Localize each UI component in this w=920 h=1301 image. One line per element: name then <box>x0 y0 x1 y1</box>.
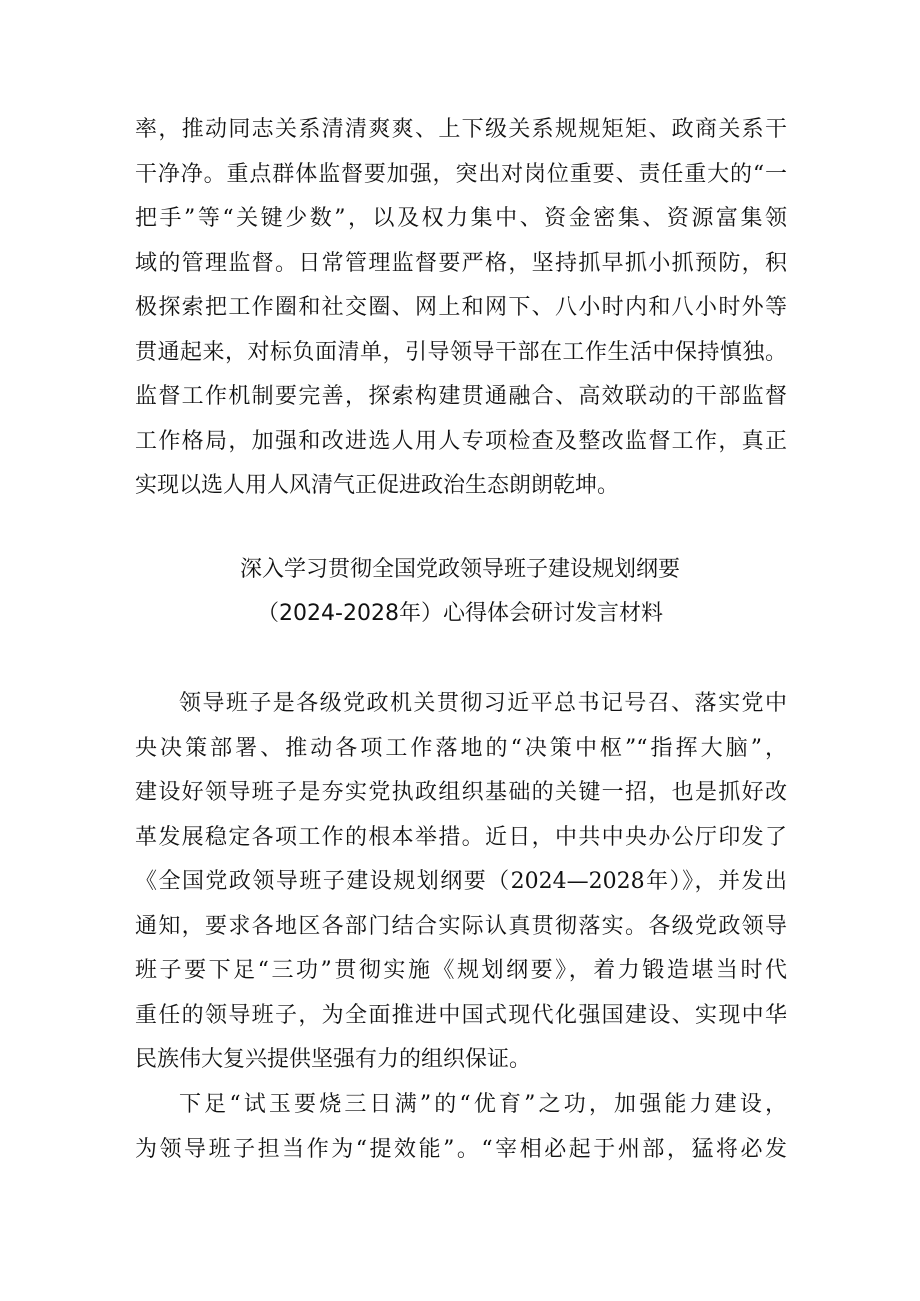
text-line: 建设好领导班子是夯实党执政组织基础的关键一招，也是抓好改 <box>135 780 787 805</box>
text-line: 率，推动同志关系清清爽爽、上下级关系规规矩矩、政商关系干 <box>135 117 787 142</box>
text-line: 重任的领导班子，为全面推进中国式现代化强国建设、实现中华 <box>135 1002 787 1028</box>
text-line: 实现以选人用人风清气正促进政治生态朗朗乾坤。 <box>135 473 620 498</box>
body-paragraph-2 <box>135 1083 787 1172</box>
text-line: 革发展稳定各项工作的根本举措。近日，中共中央办公厅印发了 <box>135 824 787 850</box>
text-line: 央决策部署、推动各项工作落地的“决策中枢”“指挥大脑”， <box>135 735 787 761</box>
text-line: 通知，要求各地区各部门结合实际认真贯彻落实。各级党政领导 <box>135 913 787 939</box>
text-line: 《全国党政领导班子建设规划纲要（2024—2028年）》，并发出 <box>135 869 787 894</box>
text-line: 班子要下足“三功”贯彻实施《规划纲要》，着力锻造堪当时代 <box>135 958 787 983</box>
article-title-line-2: （2024-2028年）心得体会研讨发言材料 <box>257 601 663 626</box>
text-line: 监督工作机制要完善，探索构建贯通融合、高效联动的干部监督 <box>135 384 787 409</box>
text-line: 工作格局，加强和改进选人用人专项检查及整改监督工作，真正 <box>135 428 787 454</box>
text-line: 领导班子是各级党政机关贯彻习近平总书记号召、落实党中 <box>179 691 787 716</box>
text-line: 把手”等“关键少数”，以及权力集中、资金密集、资源富集领 <box>135 206 787 231</box>
body-paragraph-1 <box>135 682 787 1083</box>
text-line: 干净净。重点群体监督要加强，突出对岗位重要、责任重大的“一 <box>135 161 787 187</box>
article-title <box>0 548 920 636</box>
text-line: 民族伟大复兴提供坚强有力的组织保证。 <box>135 1047 532 1072</box>
text-line: 贯通起来，对标负面清单，引导领导干部在工作生活中保持慎独。 <box>135 339 787 365</box>
text-line: 极探索把工作圈和社交圈、网上和网下、八小时内和八小时外等 <box>135 295 787 320</box>
continuation-paragraph <box>135 108 787 509</box>
text-line: 为领导班子担当作为“提效能”。“宰相必起于州部，猛将必发 <box>135 1136 787 1162</box>
article-title-line-1: 深入学习贯彻全国党政领导班子建设规划纲要 <box>239 557 680 582</box>
text-line: 域的管理监督。日常管理监督要严格，坚持抓早抓小抓预防，积 <box>135 250 787 276</box>
text-line: 下足“试玉要烧三日满”的“优育”之功，加强能力建设， <box>179 1092 787 1117</box>
